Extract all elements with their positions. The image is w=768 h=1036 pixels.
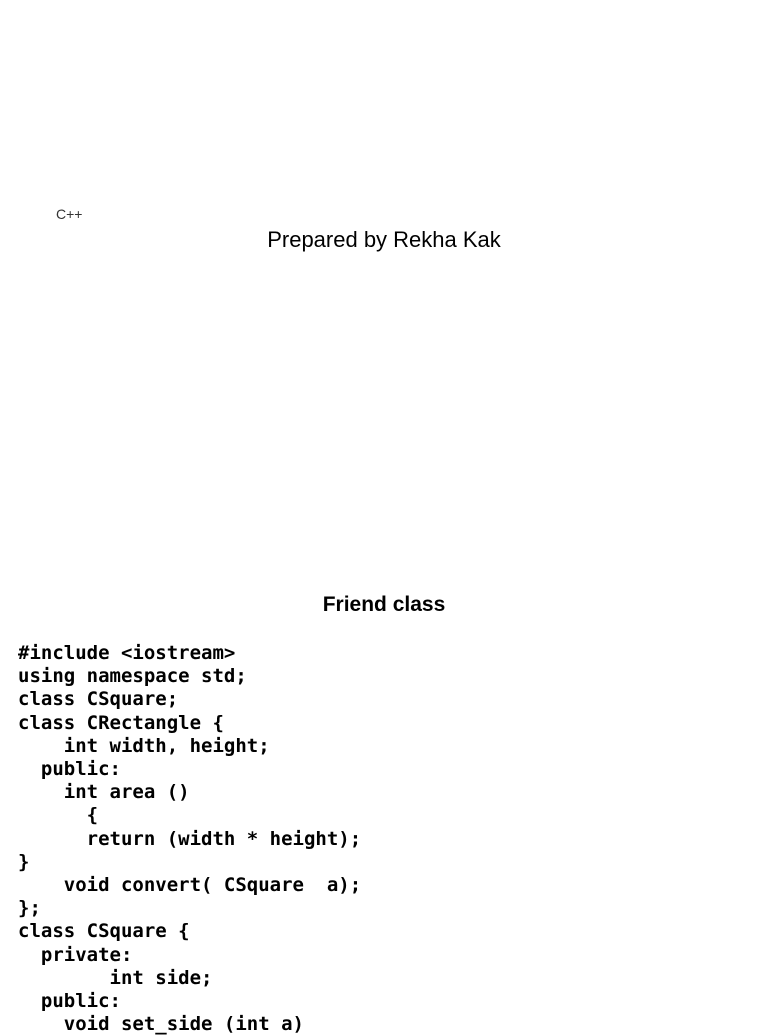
- code-line: public:: [18, 990, 121, 1013]
- code-line: #include <iostream>: [18, 642, 236, 664]
- code-line: return (width * height);: [18, 827, 362, 850]
- code-line: using namespace std;: [18, 665, 247, 688]
- code-line: }: [18, 850, 30, 873]
- code-line: class CSquare {: [18, 920, 190, 943]
- code-line: };: [18, 897, 41, 920]
- code-line: void convert( CSquare a);: [18, 874, 362, 897]
- code-line: int side;: [18, 966, 213, 989]
- code-line: class CSquare;: [18, 688, 179, 711]
- code-block: [18, 642, 361, 1036]
- code-line: {: [18, 804, 99, 827]
- code-line: int width, height;: [18, 734, 270, 757]
- code-line: public:: [18, 758, 121, 781]
- author-line: Prepared by Rekha Kak: [267, 227, 501, 252]
- code-line: class CRectangle {: [18, 711, 224, 734]
- code-line: int area (): [18, 781, 190, 804]
- section-title: Friend class: [322, 593, 446, 616]
- code-line: void set_side (int a): [18, 1013, 304, 1036]
- header-label: C++: [56, 206, 83, 222]
- code-line: private:: [18, 943, 133, 966]
